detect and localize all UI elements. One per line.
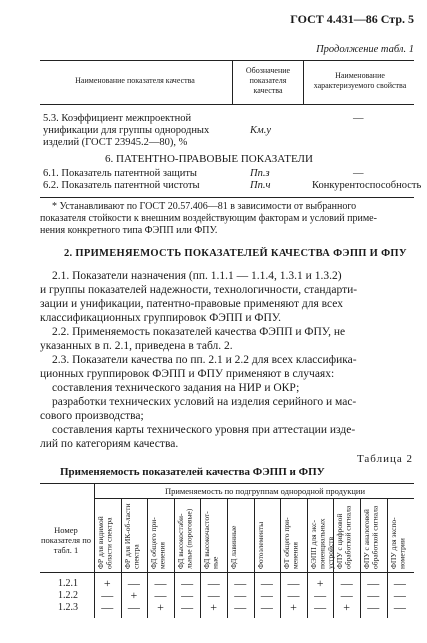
footnote-line: нения конкретного типа ФЭПП или ФПУ.: [40, 225, 218, 236]
table2-cell: —: [367, 588, 380, 602]
table1-col2-header: Обозначение показателя качества: [245, 66, 291, 95]
table2-column-header: Фотоэлементы: [255, 521, 265, 569]
table2-title: Применяемость показателей качества ФЭПП и ФПУ: [60, 466, 325, 478]
table2-cell: —: [393, 600, 406, 614]
table2-cell: —: [127, 576, 140, 590]
paragraph-line: составления карты технического уровня при аттестации изде-: [52, 424, 356, 436]
table2-cell: +: [157, 600, 164, 614]
table2-cell: —: [393, 576, 406, 590]
table2-cell: —: [314, 600, 327, 614]
paragraph-line: зации и унификации, патентно-правовые применяют для всех: [40, 298, 343, 310]
table2-cell: —: [260, 588, 273, 602]
paragraph-line: сового производства;: [40, 410, 144, 422]
table1-divider: [232, 60, 233, 104]
table2-row-header: Номер показателя по табл. 1: [40, 525, 92, 555]
table2-cell: —: [340, 576, 353, 590]
table2-column-header: ФР для ИК-об-ласти спектра: [122, 503, 141, 569]
table2-cell: —: [127, 600, 140, 614]
table2-column-divider: [280, 498, 281, 618]
table2-cell: +: [130, 588, 138, 602]
table2-cell: —: [314, 588, 327, 602]
row53-line: изделий (ГОСТ 23945.2—80), %: [43, 137, 188, 148]
table2-column-header: ФПУ для экспо-нометрии: [388, 517, 407, 569]
table1-top-rule: [40, 60, 414, 61]
row62-property: Конкурентоспособность: [312, 180, 422, 191]
row61-label: 6.1. Показатель патентной защиты: [43, 168, 197, 179]
row53-line: 5.3. Коэффициент межпроектной: [43, 113, 192, 124]
table1-divider: [303, 60, 304, 104]
table2-cell: —: [207, 576, 220, 590]
table2-column-header: ФР для видимой области спектра: [96, 516, 114, 569]
table2-cell: —: [101, 600, 114, 614]
table2-column-divider: [307, 498, 308, 618]
table2-cell: —: [234, 600, 247, 614]
table2-column-header: ФТ общего при-менения: [282, 517, 300, 569]
table1-header-rule: [40, 104, 414, 105]
table2-column-header: ФД лавинные: [229, 525, 238, 569]
table2-cell: —: [101, 588, 114, 602]
table2-cell: —: [181, 588, 194, 602]
table2-cell: —: [260, 576, 273, 590]
row62-label: 6.2. Показатель патентной чистоты: [43, 180, 200, 191]
paragraph-line: составления технического задания на НИР и ОКР;: [52, 382, 300, 394]
row53-line: унификации для группы однородных: [43, 125, 210, 136]
table2-cell: +: [210, 600, 218, 614]
table2-cell: +: [103, 576, 111, 590]
table2-column-divider: [200, 498, 201, 618]
table1-col3-header: Наименование характеризуемого свойства: [313, 71, 407, 90]
paragraph-line: ционных группировок ФЭПП и ФПУ применяют в случаях:: [40, 368, 335, 380]
row61-symbol: Пп.з: [250, 168, 270, 179]
table2-column-divider: [174, 498, 175, 618]
table2-column-header: ФПУ с цифровой обработкой сигнала: [335, 505, 353, 569]
section2-title: 2. ПРИМЕНЯЕМОСТЬ ПОКАЗАТЕЛЕЙ КАЧЕСТВА ФЭПП И ФПУ: [64, 248, 407, 259]
table2-cell: —: [234, 576, 247, 590]
table2-column-header: ФПУ с аналоговой обработкой сигнала: [362, 505, 380, 569]
table1-col1-header: Наименование показателя качества: [75, 76, 195, 85]
paragraph-line: 2.1. Показатели назначения (пп. 1.1.1 — 1.1.4, 1.3.1 и 1.3.2): [52, 270, 342, 282]
row53-property: —: [353, 113, 364, 124]
table2-cell: —: [260, 600, 273, 614]
table2-column-divider: [121, 498, 122, 618]
table2-cell: +: [290, 600, 297, 614]
table2-cell: —: [367, 576, 380, 590]
table-continuation-label: Продолжение табл. 1: [316, 44, 414, 55]
page-header: ГОСТ 4.431—86 Стр. 5: [290, 12, 414, 26]
table2-cell: —: [287, 576, 300, 590]
table2-cell: —: [340, 588, 353, 602]
table2-group-header: Применяемость по подгруппам однородной продукции: [164, 486, 366, 496]
table2-column-divider: [360, 498, 361, 618]
row53-symbol: Kм.у: [250, 125, 271, 136]
table2-label: Таблица 2: [356, 453, 413, 465]
table2-cell: —: [393, 588, 406, 602]
table2-row-number: 1.2.3: [58, 602, 78, 613]
footnote-line: показателя стойкости к внешним воздействующим факторам и условий приме-: [40, 213, 377, 224]
table2-row-number: 1.2.1: [58, 578, 78, 589]
table2-column-header: ФД общего при-менения: [149, 517, 167, 569]
table1-bottom-rule: [40, 197, 414, 198]
table2-column-header: ФЭПП для экс-поненциальных устройств: [308, 518, 335, 569]
table2-row-number: 1.2.2: [58, 590, 78, 601]
table2-top-rule: [40, 483, 414, 484]
paragraph-line: 2.3. Показатели качества по пп. 2.1 и 2.2 для всех классифика-: [52, 354, 357, 366]
paragraph-line: классификационных группировок ФЭПП и ФПУ.: [40, 312, 281, 324]
paragraph-line: 2.2. Применяемость показателей качества ФЭПП и ФПУ, не: [52, 326, 346, 338]
table2-column-divider: [254, 498, 255, 618]
row61-property: —: [353, 168, 364, 179]
section6-title: 6. ПАТЕНТНО-ПРАВОВЫЕ ПОКАЗАТЕЛИ: [105, 153, 313, 165]
table2-cell: —: [154, 576, 167, 590]
table2-cell: —: [287, 588, 300, 602]
table2-header-rule: [40, 572, 414, 573]
footnote-line: * Устанавливают по ГОСТ 20.57.406—81 в зависимости от выбранного: [52, 201, 357, 212]
table2-cell: —: [154, 588, 167, 602]
table2-column-header: ФД высокостаби-льные (пороговые): [175, 508, 194, 569]
table2-cell: —: [181, 600, 194, 614]
row62-symbol: Пп.ч: [250, 180, 271, 191]
table2-cell: —: [181, 576, 194, 590]
table2-column-divider: [387, 498, 388, 618]
paragraph-line: разработки технических условий на изделия серийного и мас-: [52, 396, 357, 408]
table2-divider: [94, 483, 95, 618]
table2-cell: +: [316, 576, 324, 590]
table2-column-divider: [147, 498, 148, 618]
table2-column-header: ФД высокочастот-ные: [202, 511, 220, 569]
paragraph-line: указанных в п. 2.1, приведена в табл. 2.: [40, 340, 233, 352]
paragraph-line: лий по категориям качества.: [40, 438, 179, 450]
table2-column-divider: [227, 498, 228, 618]
table2-cell: +: [343, 600, 351, 614]
paragraph-line: и группы показателей надежности, технологичности, стандарти-: [40, 284, 358, 296]
table2-cell: —: [367, 600, 380, 614]
table2-cell: —: [207, 588, 220, 602]
table2-column-divider: [333, 498, 334, 618]
table2-cell: —: [234, 588, 247, 602]
